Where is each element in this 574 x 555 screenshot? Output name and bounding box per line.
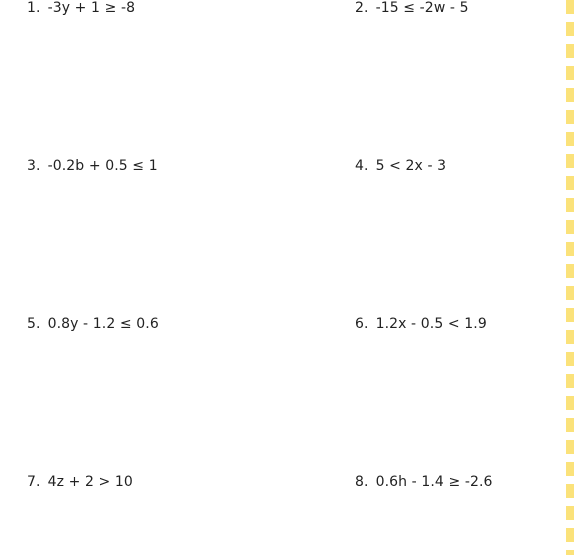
- problem-expression: 4z + 2 > 10: [47, 474, 133, 490]
- problem-expression: -15 ≤ -2w - 5: [375, 0, 469, 16]
- problem-expression: 0.8y - 1.2 ≤ 0.6: [47, 316, 159, 332]
- problem-number: 7.: [27, 474, 41, 490]
- problem-7: [27, 474, 133, 490]
- problem-6: [355, 316, 487, 332]
- problem-2: [355, 0, 469, 16]
- problem-number: 4.: [355, 158, 369, 174]
- problem-expression: -3y + 1 ≥ -8: [47, 0, 136, 16]
- problem-5: [27, 316, 159, 332]
- problem-expression: -0.2b + 0.5 ≤ 1: [47, 158, 158, 174]
- problem-8: [355, 474, 493, 490]
- problem-number: 6.: [355, 316, 369, 332]
- problem-number: 1.: [27, 0, 41, 16]
- problem-expression: 5 < 2x - 3: [375, 158, 447, 174]
- problem-number: 3.: [27, 158, 41, 174]
- problem-number: 5.: [27, 316, 41, 332]
- problem-4: [355, 158, 446, 174]
- problem-expression: 1.2x - 0.5 < 1.9: [375, 316, 487, 332]
- problem-number: 8.: [355, 474, 369, 490]
- problem-3: [27, 158, 158, 174]
- problem-1: [27, 0, 135, 16]
- problem-number: 2.: [355, 0, 369, 16]
- problem-expression: 0.6h - 1.4 ≥ -2.6: [375, 474, 493, 490]
- dashed-page-border: [566, 0, 574, 555]
